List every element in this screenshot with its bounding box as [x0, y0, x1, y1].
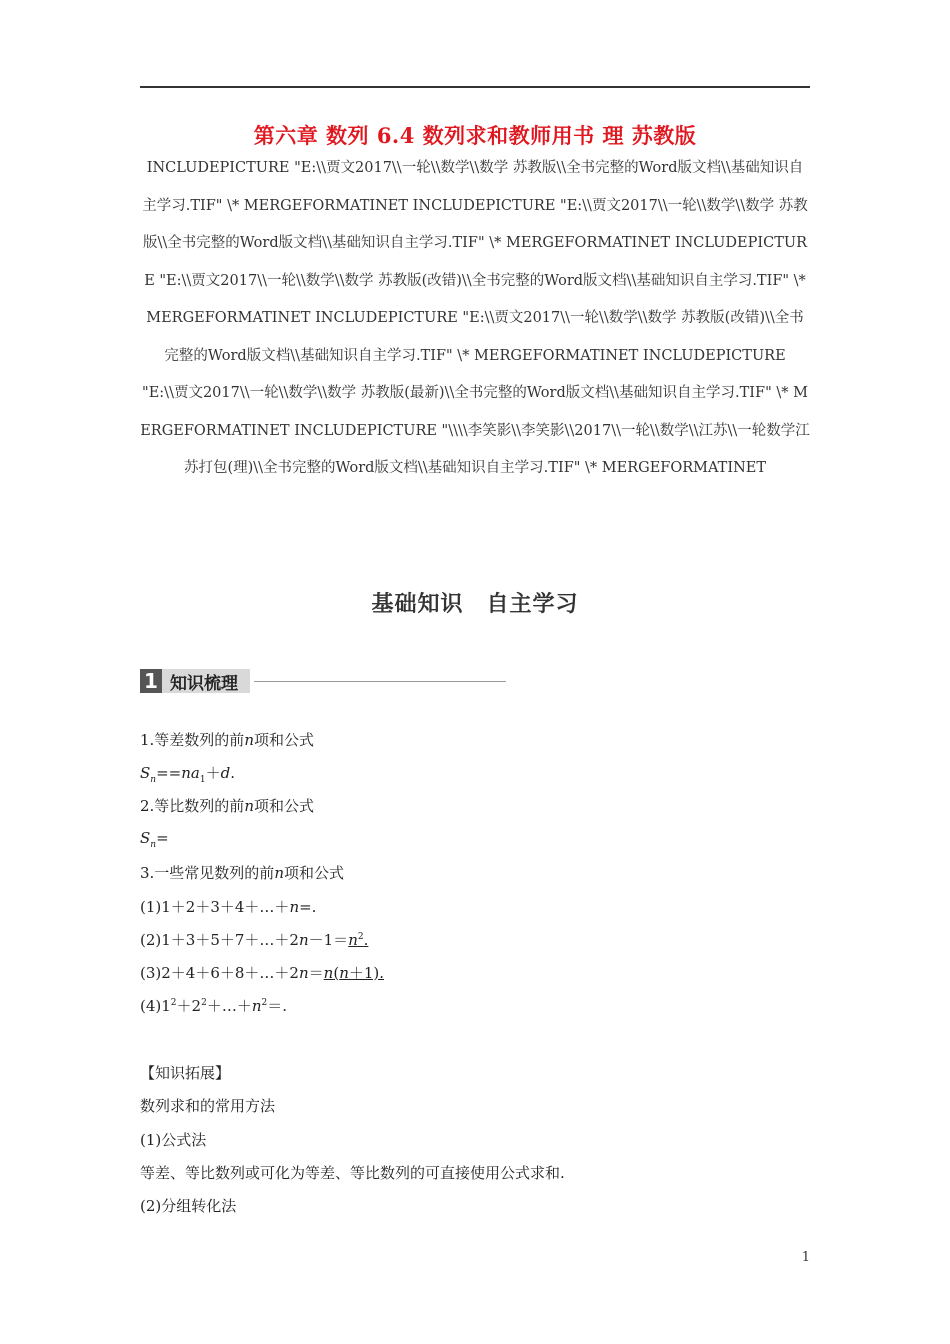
- header-rule: [140, 86, 810, 88]
- formula-sn-arithmetic: $S_n==na_1+d$.: [140, 764, 235, 785]
- expansion-line-4: (2)分组转化法: [140, 1197, 237, 1215]
- expansion-line-2: (1)公式法: [140, 1131, 207, 1149]
- field-code-text: INCLUDEPICTURE "E:\\贾文2017\\一轮\\数学\\数学 苏教版\\全书完整的Word版文档\\基础知识自主学习.TIF" \* MERGEFORMATINET INCLUDEPICTURE "E:\\贾文2017\\一轮\\数学\\数学 苏教版\\全书完整的Word版文档\\基础知识自主学习.TIF" \* MERGEFORMATINET INCLUDEPICTURE "E:\\贾文2017\\一轮\\数学\\数学 苏教版(改错)\\全书完整的Word版文档\\基础知识自主学习.TIF" \* MERGEFORMATINET INCLUDEPICTURE "E:\\贾文2017\\一轮\\数学\\数学 苏教版(改错)\\全书完整的Word版文档\\基础知识自主学习.TIF" \* MERGEFORMATINET INCLUDEPICTURE "E:\\贾文2017\\一轮\\数学\\数学 苏教版(最新)\\全书完整的Word版文档\\基础知识自主学习.TIF" \* MERGEFORMATINET INCLUDEPICTURE "\\\\李笑影\\李笑影\\2017\\一轮\\数学\\江苏\\一轮数学江苏打包(理)\\全书完整的Word版文档\\基础知识自主学习.TIF" \* MERGEFORMATINET: [140, 160, 810, 476]
- formula-1: (1)1＋2＋3＋4＋…＋n=.: [140, 898, 317, 916]
- page-number: 1: [801, 1250, 810, 1265]
- formula-4: $(4)1^2+2^2+\dots+n^2=$.: [140, 997, 288, 1015]
- item-2: 2.等比数列的前n项和公式: [140, 797, 314, 815]
- formula-2: $(2)1+3+5+7+\dots+2n-1=n^2$.: [140, 931, 369, 949]
- subsection-rule: [254, 681, 506, 682]
- item-1: 1.等差数列的前n项和公式: [140, 731, 314, 749]
- expansion-line-3: 等差、等比数列或可化为等差、等比数列的可直接使用公式求和.: [140, 1164, 565, 1182]
- var-n: n: [244, 731, 254, 749]
- subsection-bar: [140, 668, 506, 694]
- expansion-header: 【知识拓展】: [140, 1064, 231, 1082]
- expansion-line-1: 数列求和的常用方法: [140, 1097, 276, 1115]
- subsection-number: 1: [140, 669, 162, 693]
- formula-3: (3)2＋4＋6＋8＋…＋2n＝n(n＋1).: [140, 964, 385, 982]
- section-heading: 基础知识 自主学习: [371, 592, 579, 617]
- subsection-label: 知识梳理: [162, 669, 250, 693]
- item-3: 3.一些常见数列的前n项和公式: [140, 864, 344, 882]
- document-title: 第六章 数列 6.4 数列求和教师用书 理 苏教版: [253, 123, 697, 148]
- formula-sn-geometric: $S_n=$: [140, 829, 169, 850]
